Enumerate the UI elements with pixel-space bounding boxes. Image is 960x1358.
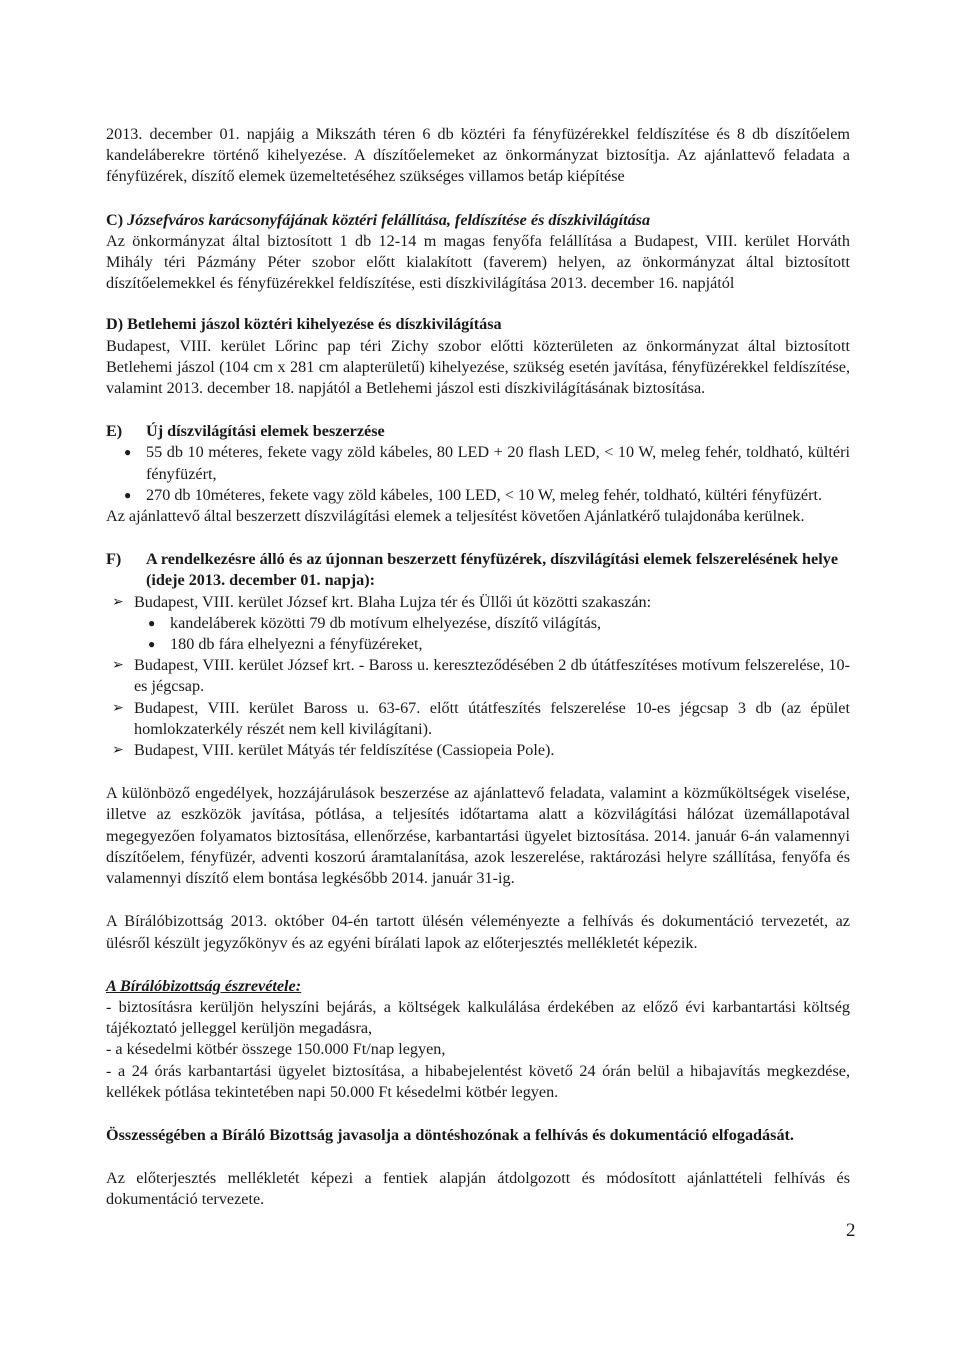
section-c bbox=[106, 210, 850, 295]
list-item-text: 55 db 10 méteres, fekete vagy zöld kábeles, 80 LED + 20 flash LED, < 10 W, meleg fehér, toldható, kültéri fényfüzért, bbox=[146, 443, 850, 483]
committee-remarks bbox=[106, 976, 850, 1103]
intro-paragraph: 2013. december 01. napjáig a Mikszáth téren 6 db köztéri fa fényfüzérekkel feldíszítése és 8 db díszítőelem kandeláberekre történő kihelyezése. A díszítőelemeket az önkormányzat biztosítja. Az ajánlattevő feladata a fényfüzérek, díszítő elemek üzemeltetéséhez szükséges villamos betáp kiépítése bbox=[106, 125, 850, 186]
section-e-label: E) bbox=[106, 422, 123, 441]
location-item bbox=[112, 698, 850, 740]
location-item bbox=[112, 655, 850, 697]
section-c-label: C) bbox=[106, 210, 124, 229]
bullet-icon: ● bbox=[124, 487, 132, 502]
location-text: Budapest, VIII. kerület Baross u. 63-67. előtt útátfeszítés felszerelése 10-es jégcsap 3 db (az épület homlokzaterkély részét nem kell kivilágítani). bbox=[134, 698, 850, 738]
section-f-heading bbox=[106, 549, 850, 591]
section-e bbox=[106, 421, 850, 527]
section-d-title: Betlehemi jászol köztéri kihelyezése és díszkivilágítása bbox=[127, 315, 502, 334]
permits-paragraph: A különböző engedélyek, hozzájárulások beszerzése az ajánlattevő feladata, valamint a közműköltségek viselése, illetve az eszközök javítása, pótlása, a teljesítés időtartama alatt a közvilágítási hálózat üzemállapotával megegyezően folyamatos biztosítása, ellenőrzése, karbantartási ügyelet biztosítása. 2014. január 6-án valamennyi díszítőelem, fényfüzér, adventi koszorú áramtalanítása, azok leszerelése, raktározási helyre szállítása, fenyőfa és valamennyi díszítő elem bontása legkésőbb 2014. január 31-ig. bbox=[106, 784, 850, 888]
section-c-title: Józsefváros karácsonyfájának köztéri felállítása, feldíszítése és díszkivilágítása bbox=[127, 210, 651, 229]
section-e-title: Új díszvilágítási elemek beszerzése bbox=[146, 422, 385, 441]
list-item-text: kandeláberek közötti 79 db motívum elhelyezése, díszítő világítás, bbox=[170, 613, 602, 632]
page-number: 2 bbox=[846, 1220, 856, 1241]
section-f-location-list bbox=[106, 592, 850, 762]
location-item bbox=[112, 592, 850, 656]
location-text: Budapest, VIII. kerület Mátyás tér feldíszítése (Cassiopeia Pole). bbox=[134, 741, 555, 760]
section-f-title: A rendelkezésre álló és az újonnan beszerzett fényfüzérek, díszvilágítási elemek felszerelésének helye (ideje 2013. december 01. napja): bbox=[146, 550, 839, 590]
section-d-label: D) bbox=[106, 315, 124, 334]
location-item bbox=[112, 740, 850, 761]
arrow-bullet-icon: ➢ bbox=[112, 658, 124, 674]
committee-paragraph: A Bírálóbizottság 2013. október 04-én tartott ülésén véleményezte a felhívás és dokumentáció tervezetét, az ülésről készült jegyzőkönyv és az egyéni bírálati lapok az előterjesztés mellékletét képezik. bbox=[106, 912, 850, 952]
section-f bbox=[106, 549, 850, 761]
section-d bbox=[106, 314, 850, 399]
summary-statement: Összességében a Bíráló Bizottság javasolja a döntéshozónak a felhívás és dokumentáció elfogadását. bbox=[106, 1125, 794, 1144]
remarks-line: - a 24 órás karbantartási ügyelet biztosítása, a hibabejelentést követő 24 órán belül a hibajavítás megkezdése, kellékek pótlása tekintetében napi 50.000 Ft késedelmi kötbér legyen. bbox=[106, 1061, 850, 1101]
arrow-bullet-icon: ➢ bbox=[112, 700, 124, 716]
document-page bbox=[106, 124, 850, 1211]
section-f-label: F) bbox=[106, 550, 122, 569]
remarks-title: A Bírálóbizottság észrevétele: bbox=[106, 976, 302, 995]
remarks-line: - a késedelmi kötbér összege 150.000 Ft/nap legyen, bbox=[106, 1040, 446, 1059]
list-item-text: 180 db fára elhelyezni a fényfüzéreket, bbox=[170, 635, 423, 654]
location-sub-list bbox=[134, 613, 850, 655]
list-item bbox=[106, 485, 850, 506]
list-item-text: 270 db 10méteres, fekete vagy zöld kábeles, 100 LED, < 10 W, meleg fehér, toldható, kültéri fényfüzért. bbox=[146, 485, 823, 504]
location-text: Budapest, VIII. kerület József krt. Blaha Lujza tér és Üllői út közötti szakaszán: bbox=[134, 592, 652, 611]
section-e-after: Az ajánlattevő által beszerzett díszvilágítási elemek a teljesítést követően Ajánlatkérő tulajdonába kerülnek. bbox=[106, 507, 805, 526]
section-c-body: Az önkormányzat által biztosított 1 db 12-14 m magas fenyőfa felállítása a Budapest, VIII. kerület Horváth Mihály téri Pázmány Péter szobor előtt kialakított (faverem) helyen, az önkormányzat által biztosított díszítőelemekkel és fényfüzérekkel feldíszítése, esti díszkivilágítása 2013. december 16. napjától bbox=[106, 231, 850, 293]
bullet-icon: ● bbox=[124, 445, 132, 460]
list-item bbox=[106, 442, 850, 484]
bullet-icon: ● bbox=[148, 615, 156, 630]
list-item bbox=[134, 613, 850, 634]
section-d-body: Budapest, VIII. kerület Lőrinc pap téri Zichy szobor előtti közterületen az önkormányzat által biztosított Betlehemi jászol (104 cm x 281 cm alapterületű) kihelyezése, szükség esetén javítása, fényfüzérekkel feldíszítése, valamint 2013. december 18. napjától a Betlehemi jászol esti díszkivilágításának biztosítása. bbox=[106, 336, 850, 398]
arrow-bullet-icon: ➢ bbox=[112, 743, 124, 759]
section-e-heading bbox=[106, 421, 850, 442]
bullet-icon: ● bbox=[148, 637, 156, 652]
section-c-heading bbox=[106, 210, 850, 231]
closing-paragraph: Az előterjesztés mellékletét képezi a fentiek alapján átdolgozott és módosított ajánlattételi felhívás és dokumentáció tervezete. bbox=[106, 1169, 850, 1209]
section-d-heading bbox=[106, 314, 850, 335]
list-item bbox=[134, 634, 850, 655]
remarks-line: - biztosításra kerüljön helyszíni bejárás, a költségek kalkulálása érdekében az előző évi karbantartási költség tájékoztató jelleggel kerüljön megadásra, bbox=[106, 997, 850, 1038]
arrow-bullet-icon: ➢ bbox=[112, 594, 124, 610]
location-text: Budapest, VIII. kerület József krt. - Baross u. kereszteződésében 2 db útátfeszítéses motívum felszerelése, 10-es jégcsap. bbox=[134, 656, 850, 696]
section-e-bullet-list bbox=[106, 442, 850, 506]
